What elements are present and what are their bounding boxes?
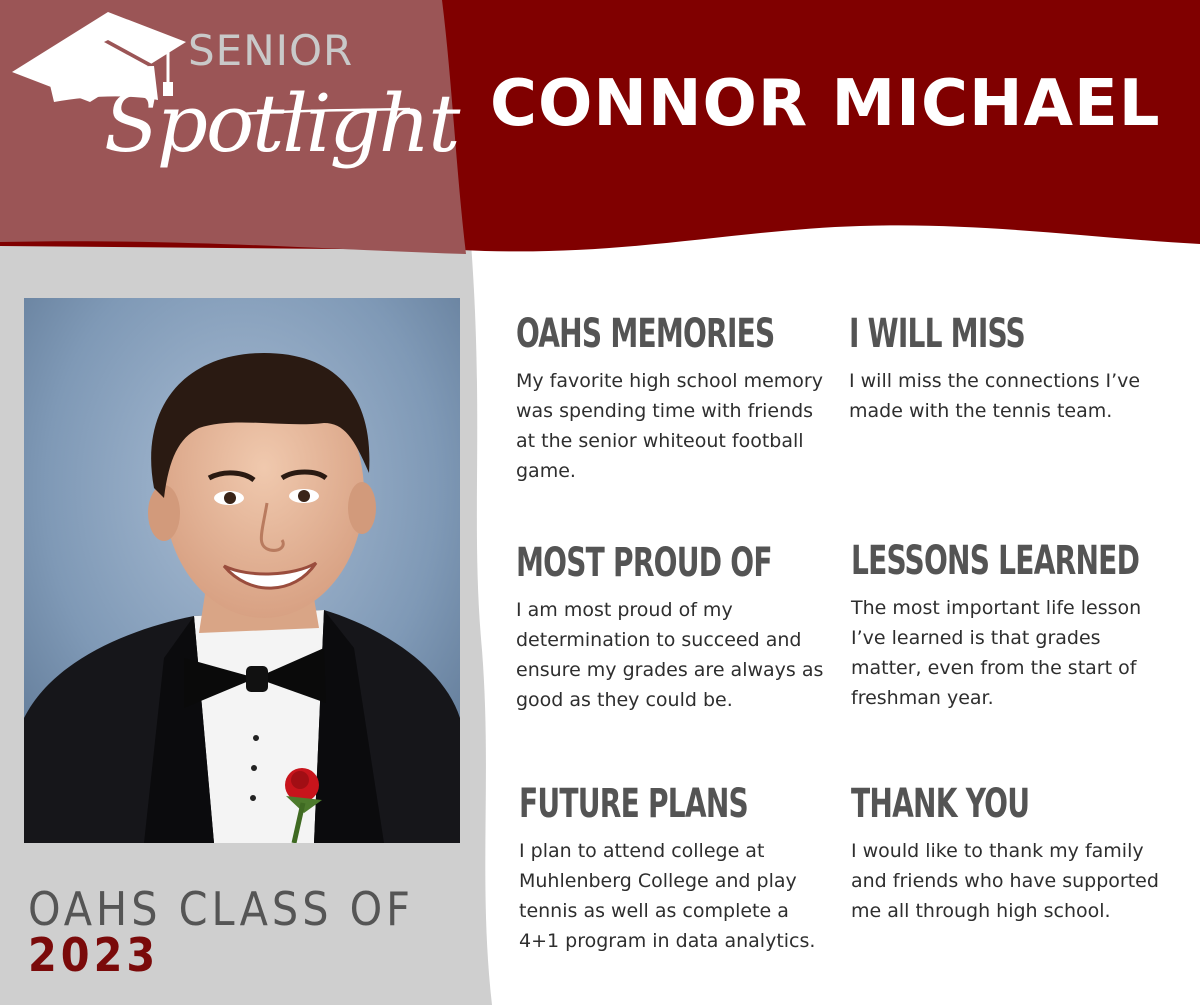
section-body: I will miss the connections I’ve made with the tennis team.: [849, 370, 1141, 422]
section-heading: I WILL MISS: [849, 311, 1025, 357]
section-heading: THANK YOU: [851, 781, 1030, 827]
logo-underline: [240, 106, 412, 118]
section-lessons-learned: [851, 538, 1161, 713]
section-future-plans: [519, 781, 829, 956]
section-i-will-miss: [849, 311, 1159, 426]
student-portrait: [24, 298, 460, 843]
section-most-proud-of: [516, 540, 826, 715]
section-thank-you: [851, 781, 1161, 926]
section-body: I am most proud of my determination to succeed and ensure my grades are always as good as they could be.: [516, 599, 824, 711]
section-heading: MOST PROUD OF: [516, 540, 772, 586]
logo-senior-text: SENIOR: [188, 26, 354, 75]
section-body: The most important life lesson I’ve learned is that grades matter, even from the start of freshman year.: [851, 597, 1142, 709]
student-name: CONNOR MICHAEL: [490, 67, 1161, 141]
section-body: I plan to attend college at Muhlenberg College and play tennis as well as complete a 4+1 program in data analytics.: [519, 840, 816, 952]
section-body: My favorite high school memory was spending time with friends at the senior whiteout football game.: [516, 370, 823, 482]
section-oahs-memories: [516, 311, 826, 486]
class-year: 2023: [28, 928, 160, 982]
section-heading: FUTURE PLANS: [519, 781, 749, 827]
section-heading: LESSONS LEARNED: [851, 538, 1140, 584]
class-label-prefix: OAHS CLASS OF: [28, 882, 414, 936]
logo-spotlight-text: Spotlight: [104, 77, 459, 170]
class-label: [28, 882, 488, 982]
section-body: I would like to thank my family and friends who have supported me all through high school.: [851, 840, 1159, 922]
section-heading: OAHS MEMORIES: [516, 311, 775, 357]
